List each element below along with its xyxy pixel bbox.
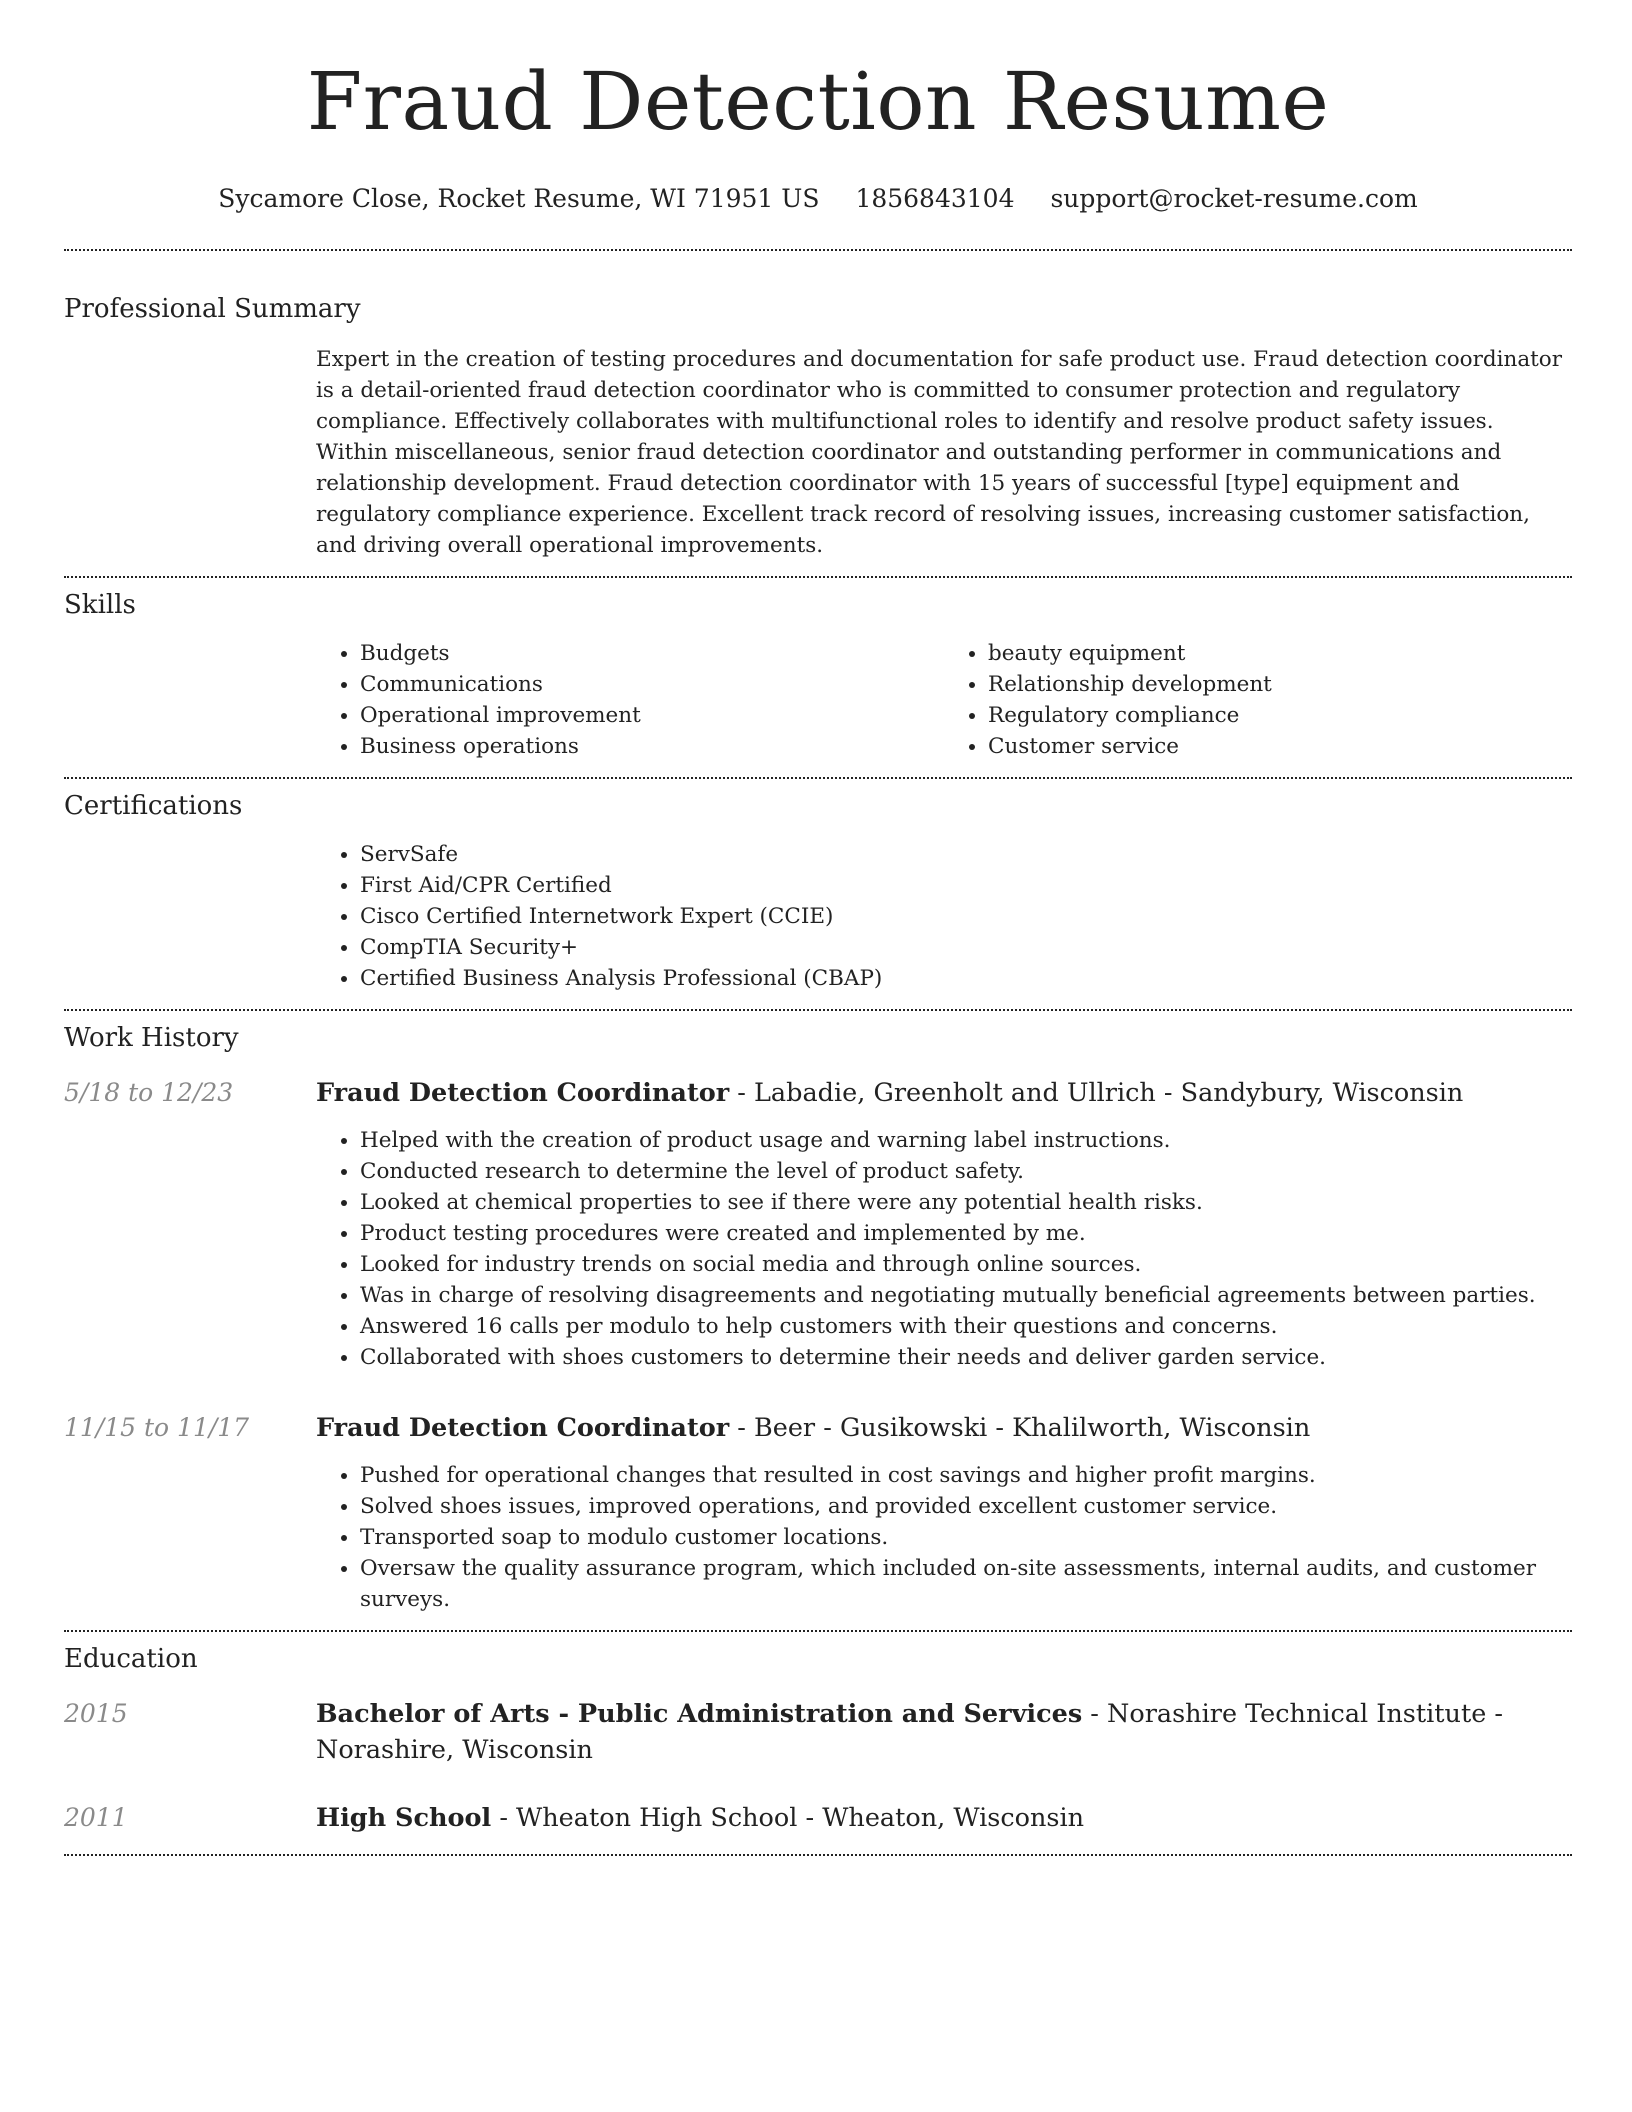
education-heading: Education [64,1644,198,1674]
list-item: • Conducted research to determine the level of product safety. [360,1156,1572,1187]
contact-email: support@rocket-resume.com [1050,184,1418,213]
skills-heading: Skills [64,590,136,620]
divider [64,777,1572,779]
job-employer: - Beer - Gusikowski - Khalilworth, Wisconsin [729,1413,1311,1443]
job-role: Fraud Detection Coordinator [316,1413,730,1443]
list-item: • beauty equipment [988,638,1572,669]
education-entry [64,1800,1572,1836]
divider [64,1854,1572,1856]
education-date: 2011 [64,1803,128,1832]
list-item: • Customer service [988,731,1572,762]
list-item: • Answered 16 calls per modulo to help customers with their questions and concerns. [360,1311,1572,1342]
divider [64,1630,1572,1632]
job-role: Fraud Detection Coordinator [316,1078,730,1108]
job-entry [64,1410,1572,1615]
page-title: Fraud Detection Resume [306,55,1330,148]
list-item: • CompTIA Security+ [360,932,1572,963]
job-date: 5/18 to 12/23 [64,1078,234,1107]
job-employer: - Labadie, Greenholt and Ullrich - Sandybury, Wisconsin [729,1078,1464,1108]
job-title [316,1410,1572,1446]
education-degree: High School [316,1803,492,1833]
work-heading: Work History [64,1023,239,1053]
summary-text: Expert in the creation of testing procedures and documentation for safe product use. Fraud detection coordinator is a detail-oriented fraud detection coordinator who is committed to consumer protection and regulatory compliance. Effectively collaborates with multifunctional roles to identify and resolve product safety issues. Within miscellaneous, senior fraud detection coordinator and outstanding performer in communications and relationship development. Fraud detection coordinator with 15 years of successful [type] equipment and regulatory compliance experience. Excellent track record of resolving issues, increasing customer satisfaction, and driving overall operational improvements. [316,347,1563,558]
list-item: • Collaborated with shoes customers to determine their needs and deliver garden service. [360,1342,1572,1373]
skills-column-left [316,638,944,762]
divider [64,576,1572,578]
education-title [316,1800,1572,1836]
list-item: • Transported soap to modulo customer locations. [360,1522,1572,1553]
list-item: • Relationship development [988,669,1572,700]
divider [64,249,1572,251]
certifications-list [316,839,1572,994]
list-item: • Looked at chemical properties to see if there were any potential health risks. [360,1187,1572,1218]
education-entry [64,1696,1572,1768]
list-item: • Budgets [360,638,944,669]
list-item: • First Aid/CPR Certified [360,870,1572,901]
education-school: - Wheaton High School - Wheaton, Wisconsin [491,1803,1085,1833]
list-item: • Operational improvement [360,700,944,731]
list-item: • Pushed for operational changes that resulted in cost savings and higher profit margins. [360,1460,1572,1491]
education-title [316,1696,1572,1768]
skills-list [316,638,1572,762]
summary-heading: Professional Summary [64,294,361,324]
certifications-heading: Certifications [64,791,243,821]
list-item: • Communications [360,669,944,700]
education-date: 2015 [64,1699,128,1728]
education-school: - Norashire Technical Institute - Norashire, Wisconsin [316,1699,1504,1765]
list-item: • Cisco Certified Internetwork Expert (CCIE) [360,901,1572,932]
job-bullets [316,1460,1572,1615]
list-item: • Certified Business Analysis Professional (CBAP) [360,963,1572,994]
job-date: 11/15 to 11/17 [64,1413,250,1442]
list-item: • ServSafe [360,839,1572,870]
resume-page [64,0,1572,1856]
list-item: • Oversaw the quality assurance program, which included on-site assessments, internal audits, and customer surveys. [360,1553,1572,1615]
list-item: • Solved shoes issues, improved operations, and provided excellent customer service. [360,1491,1572,1522]
list-item: • Looked for industry trends on social media and through online sources. [360,1249,1572,1280]
skills-column-right [944,638,1572,762]
education-degree: Bachelor of Arts - Public Administration and Services [316,1699,1083,1729]
job-entry [64,1075,1572,1373]
contact-line [64,182,1572,216]
contact-address: Sycamore Close, Rocket Resume, WI 71951 US [218,184,820,213]
job-bullets [316,1125,1572,1373]
list-item: • Helped with the creation of product usage and warning label instructions. [360,1125,1572,1156]
job-title [316,1075,1572,1111]
list-item: • Was in charge of resolving disagreements and negotiating mutually beneficial agreements between parties. [360,1280,1572,1311]
contact-phone: 1856843104 [855,184,1015,213]
divider [64,1009,1572,1011]
list-item: • Product testing procedures were created and implemented by me. [360,1218,1572,1249]
list-item: • Business operations [360,731,944,762]
list-item: • Regulatory compliance [988,700,1572,731]
